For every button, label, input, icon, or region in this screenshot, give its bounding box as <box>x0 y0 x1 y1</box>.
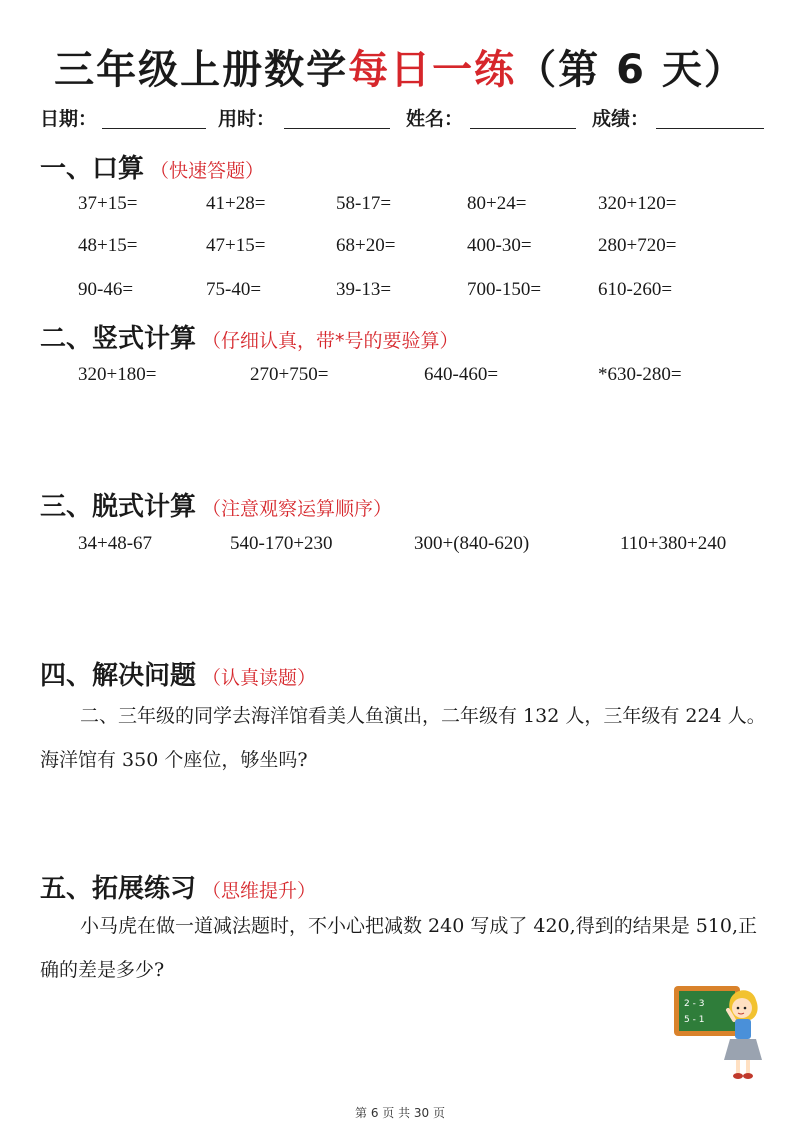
girl-shirt <box>735 1019 751 1039</box>
title-highlight: 每日一练 <box>348 47 517 93</box>
date-label: 日期： <box>40 108 98 130</box>
problem-4-text: 二、三年级的同学去海洋馆看美人鱼演出，二年级有 132 人，三年级有 224 人。海洋馆有 350 个座位，够坐吗? <box>40 705 766 771</box>
girl-at-chalkboard-illustration <box>672 984 768 1082</box>
stepwise-item: 110+380+240 <box>620 533 727 554</box>
score-field[interactable] <box>656 128 764 129</box>
oral-item: 37+15= <box>78 193 138 214</box>
oral-item: 610-260= <box>598 279 673 300</box>
oral-item: 68+20= <box>336 235 396 256</box>
oral-item: 280+720= <box>598 235 677 256</box>
vertical-item: 640-460= <box>424 364 499 385</box>
oral-item: 41+28= <box>206 193 266 214</box>
section-5-heading: 五、拓展练习 （思维提升） <box>40 874 317 904</box>
title-main: 三年级上册数学 <box>54 47 349 93</box>
vertical-item: 320+180= <box>78 364 157 385</box>
date-field[interactable] <box>102 128 206 129</box>
vertical-item: *630-280= <box>598 364 682 385</box>
oral-item: 320+120= <box>598 193 677 214</box>
section-2-heading: 二、竖式计算 （仔细认真，带*号的要验算） <box>40 324 459 354</box>
stepwise-item: 34+48-67 <box>78 533 153 554</box>
oral-item: 48+15= <box>78 235 138 256</box>
oral-item: 90-46= <box>78 279 134 300</box>
section-4-heading: 四、解决问题 （认真读题） <box>40 661 317 691</box>
section-3-note: （注意观察运算顺序） <box>202 498 393 520</box>
section-4-note: （认真读题） <box>202 667 317 689</box>
oral-item: 400-30= <box>467 235 532 256</box>
stepwise-item: 300+(840-620) <box>414 533 530 554</box>
info-row <box>40 104 764 134</box>
oral-item: 47+15= <box>206 235 266 256</box>
score-label: 成绩： <box>592 108 650 130</box>
oral-item: 75-40= <box>206 279 262 300</box>
title-suffix: （第 6 天） <box>516 47 746 93</box>
section-1-note: （快速答题） <box>150 160 265 182</box>
oral-item: 58-17= <box>336 193 392 214</box>
board-line-2: 5 - 1 <box>684 1015 705 1025</box>
section-1-heading: 一、口算 （快速答题） <box>40 154 265 184</box>
name-field[interactable] <box>470 128 576 129</box>
oral-item: 39-13= <box>336 279 392 300</box>
oral-item: 80+24= <box>467 193 527 214</box>
section-2-note: （仔细认真，带*号的要验算） <box>202 330 459 352</box>
page-title <box>0 38 800 95</box>
section-3-heading: 三、脱式计算 （注意观察运算顺序） <box>40 492 393 522</box>
section-5-note: （思维提升） <box>202 880 317 902</box>
page-footer: 第 6 页 共 30 页 <box>355 1106 445 1120</box>
time-field[interactable] <box>284 128 390 129</box>
oral-item: 700-150= <box>467 279 542 300</box>
vertical-item: 270+750= <box>250 364 329 385</box>
time-label: 用时： <box>218 108 276 130</box>
girl-skirt <box>724 1039 762 1060</box>
girl-face <box>732 998 752 1018</box>
name-label: 姓名： <box>406 108 464 130</box>
problem-5-text: 小马虎在做一道减法题时，不小心把减数 240 写成了 420,得到的结果是 510,正确的差是多少? <box>40 915 758 981</box>
stepwise-item: 540-170+230 <box>230 533 333 554</box>
board-line-1: 2 - 3 <box>684 999 705 1009</box>
